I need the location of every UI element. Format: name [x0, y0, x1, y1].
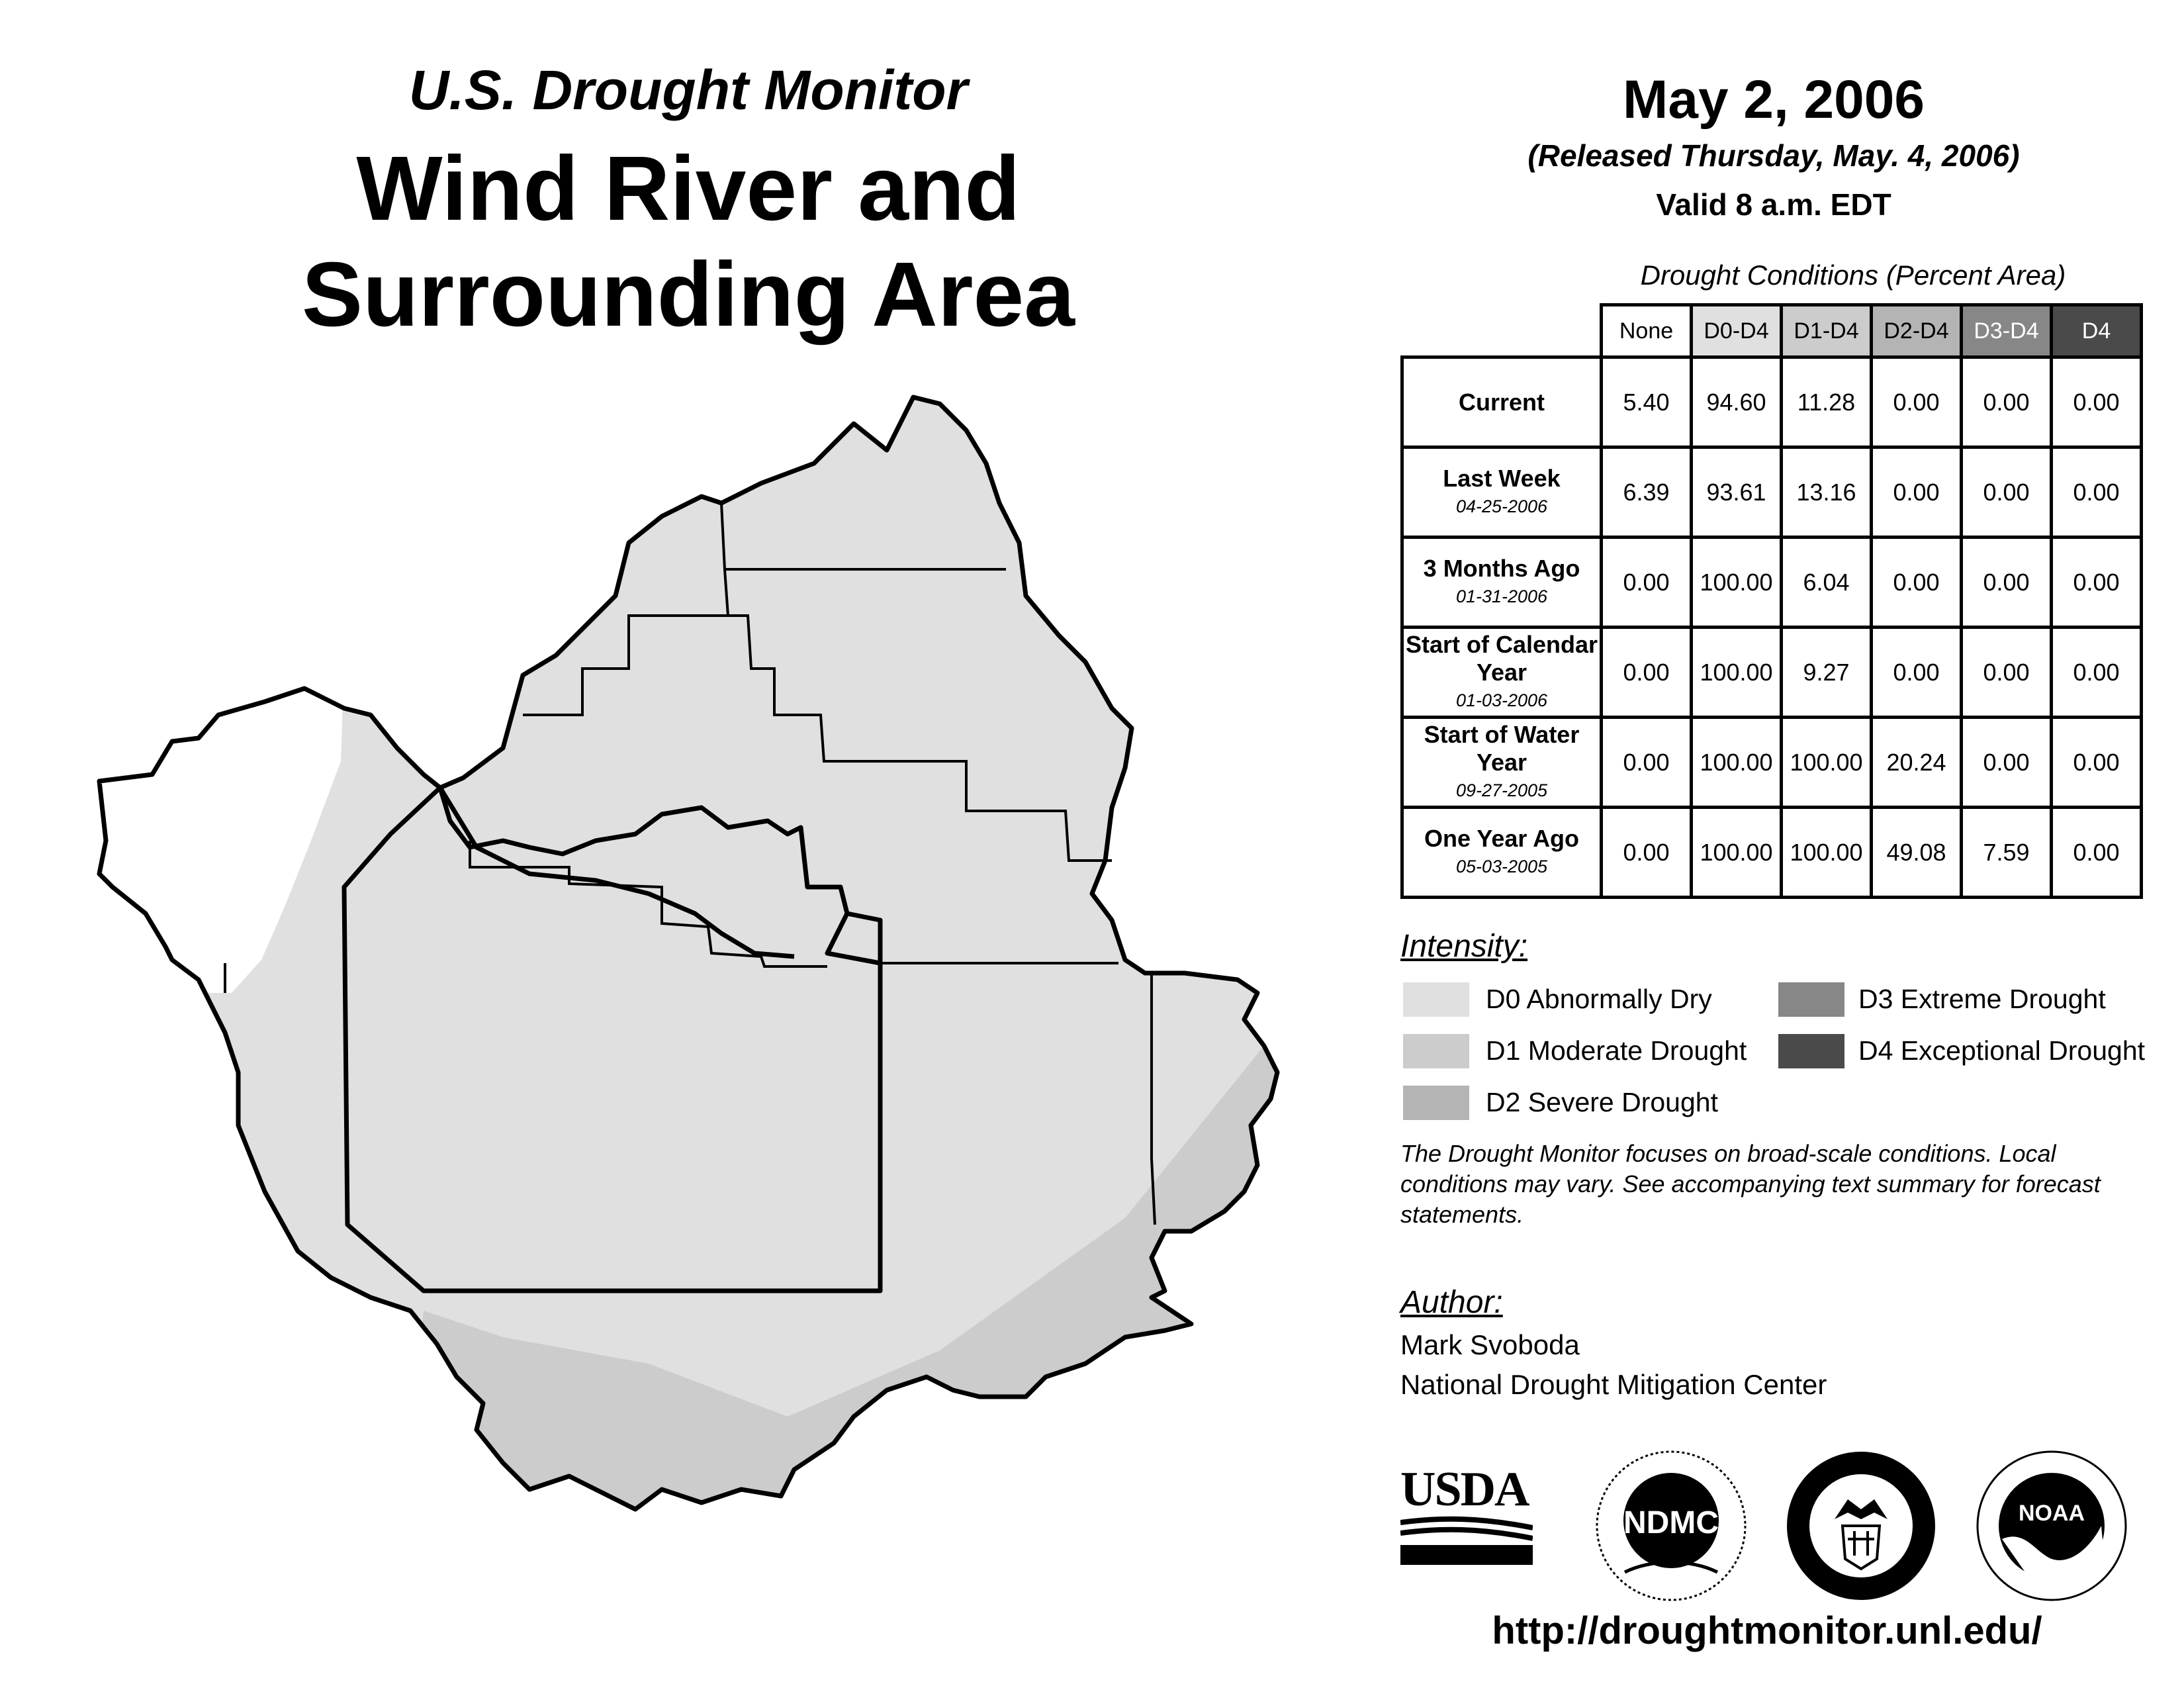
col-header: D0-D4 — [1692, 305, 1782, 357]
table-row — [1402, 447, 2142, 538]
legend-heading: Intensity: — [1400, 929, 1528, 964]
table-cell: 0.00 — [1602, 808, 1692, 898]
author-heading: Author: — [1400, 1285, 1503, 1320]
table-cell: 49.08 — [1872, 808, 1962, 898]
table-cell: 7.59 — [1962, 808, 2052, 898]
table-cell: 0.00 — [1962, 628, 2052, 718]
table-cell: 9.27 — [1782, 628, 1872, 718]
table-corner — [1402, 305, 1602, 357]
valid-time: Valid 8 a.m. EDT — [1656, 187, 1891, 222]
col-header: D3-D4 — [1962, 305, 2052, 357]
table-row — [1402, 718, 2142, 808]
map-date: May 2, 2006 — [1623, 70, 1925, 130]
table-cell: 0.00 — [2052, 718, 2142, 808]
usda-logo-text: USDA — [1400, 1462, 1529, 1517]
col-header: D2-D4 — [1872, 305, 1962, 357]
table-cell: 100.00 — [1692, 628, 1782, 718]
table-cell: 0.00 — [1602, 718, 1692, 808]
table-caption: Drought Conditions (Percent Area) — [1640, 259, 2066, 291]
table-cell: 100.00 — [1692, 538, 1782, 628]
usda-logo — [1400, 1463, 1533, 1569]
table-cell: 0.00 — [1962, 538, 2052, 628]
legend-swatch-d3 — [1778, 982, 1844, 1017]
table-row — [1402, 357, 2142, 447]
legend-label-d3: D3 Extreme Drought — [1858, 984, 2106, 1014]
noaa-logo — [1972, 1446, 2131, 1605]
table-cell: 11.28 — [1782, 357, 1872, 447]
author-name: Mark Svoboda — [1400, 1329, 1580, 1360]
table-cell: 0.00 — [1602, 538, 1692, 628]
legend-label-d0: D0 Abnormally Dry — [1486, 984, 1712, 1014]
table-cell: 5.40 — [1602, 357, 1692, 447]
website-link[interactable]: http://droughtmonitor.unl.edu/ — [1492, 1609, 2042, 1652]
table-cell: 6.39 — [1602, 447, 1692, 538]
legend-swatch-d2 — [1403, 1086, 1469, 1120]
row-label: Start of Calendar Year 01-03-2006 — [1402, 628, 1602, 718]
table-row — [1402, 628, 2142, 718]
table-cell: 0.00 — [1962, 447, 2052, 538]
table-cell: 100.00 — [1782, 718, 1872, 808]
row-label: 3 Months Ago 01-31-2006 — [1402, 538, 1602, 628]
release-date: (Released Thursday, May. 4, 2006) — [1527, 138, 2020, 173]
table-cell: 0.00 — [2052, 357, 2142, 447]
col-header: D1-D4 — [1782, 305, 1872, 357]
ndmc-logo — [1592, 1446, 1751, 1605]
table-cell: 0.00 — [1872, 447, 1962, 538]
table-cell: 0.00 — [1962, 718, 2052, 808]
disclaimer-note: The Drought Monitor focuses on broad-scale conditions. Local conditions may vary. See accompanying text summary for forecast statements. — [1400, 1140, 2101, 1228]
department-of-commerce-seal-icon — [1782, 1446, 1940, 1605]
table-cell: 93.61 — [1692, 447, 1782, 538]
legend-label-d1: D1 Moderate Drought — [1486, 1035, 1747, 1066]
table-cell: 0.00 — [2052, 628, 2142, 718]
table-row — [1402, 538, 2142, 628]
noaa-logo-text: NOAA — [2018, 1501, 2085, 1526]
region-title-line2: Surrounding Area — [302, 244, 1075, 346]
table-cell: 0.00 — [1602, 628, 1692, 718]
table-cell: 94.60 — [1692, 357, 1782, 447]
col-header: D4 — [2052, 305, 2142, 357]
table-cell: 13.16 — [1782, 447, 1872, 538]
drought-conditions-table — [1400, 303, 2143, 899]
legend-swatch-d4 — [1778, 1034, 1844, 1068]
table-cell: 100.00 — [1692, 808, 1782, 898]
table-cell: 0.00 — [1872, 357, 1962, 447]
author-org: National Drought Mitigation Center — [1400, 1369, 1827, 1400]
region-title-line1: Wind River and — [356, 138, 1021, 240]
table-cell: 0.00 — [1872, 628, 1962, 718]
col-header: None — [1602, 305, 1692, 357]
table-cell: 100.00 — [1782, 808, 1872, 898]
table-cell: 0.00 — [2052, 447, 2142, 538]
table-cell: 0.00 — [1872, 538, 1962, 628]
legend-label-d4: D4 Exceptional Drought — [1858, 1035, 2146, 1066]
row-label: Last Week 04-25-2006 — [1402, 447, 1602, 538]
table-row — [1402, 808, 2142, 898]
monitor-subtitle: U.S. Drought Monitor — [408, 59, 968, 121]
legend-swatch-d0 — [1403, 982, 1469, 1017]
legend-label-d2: D2 Severe Drought — [1486, 1087, 1718, 1117]
row-label: One Year Ago 05-03-2005 — [1402, 808, 1602, 898]
table-header-row — [1402, 305, 2142, 357]
table-cell: 20.24 — [1872, 718, 1962, 808]
usda-stripes-icon — [1400, 1516, 1533, 1569]
table-cell: 6.04 — [1782, 538, 1872, 628]
table-cell: 0.00 — [1962, 357, 2052, 447]
table-cell: 100.00 — [1692, 718, 1782, 808]
row-label: Start of Water Year 09-27-2005 — [1402, 718, 1602, 808]
legend-swatch-d1 — [1403, 1034, 1469, 1068]
ndmc-logo-text: NDMC — [1623, 1505, 1719, 1540]
row-label: Current — [1402, 357, 1602, 447]
table-cell: 0.00 — [2052, 538, 2142, 628]
table-cell: 0.00 — [2052, 808, 2142, 898]
